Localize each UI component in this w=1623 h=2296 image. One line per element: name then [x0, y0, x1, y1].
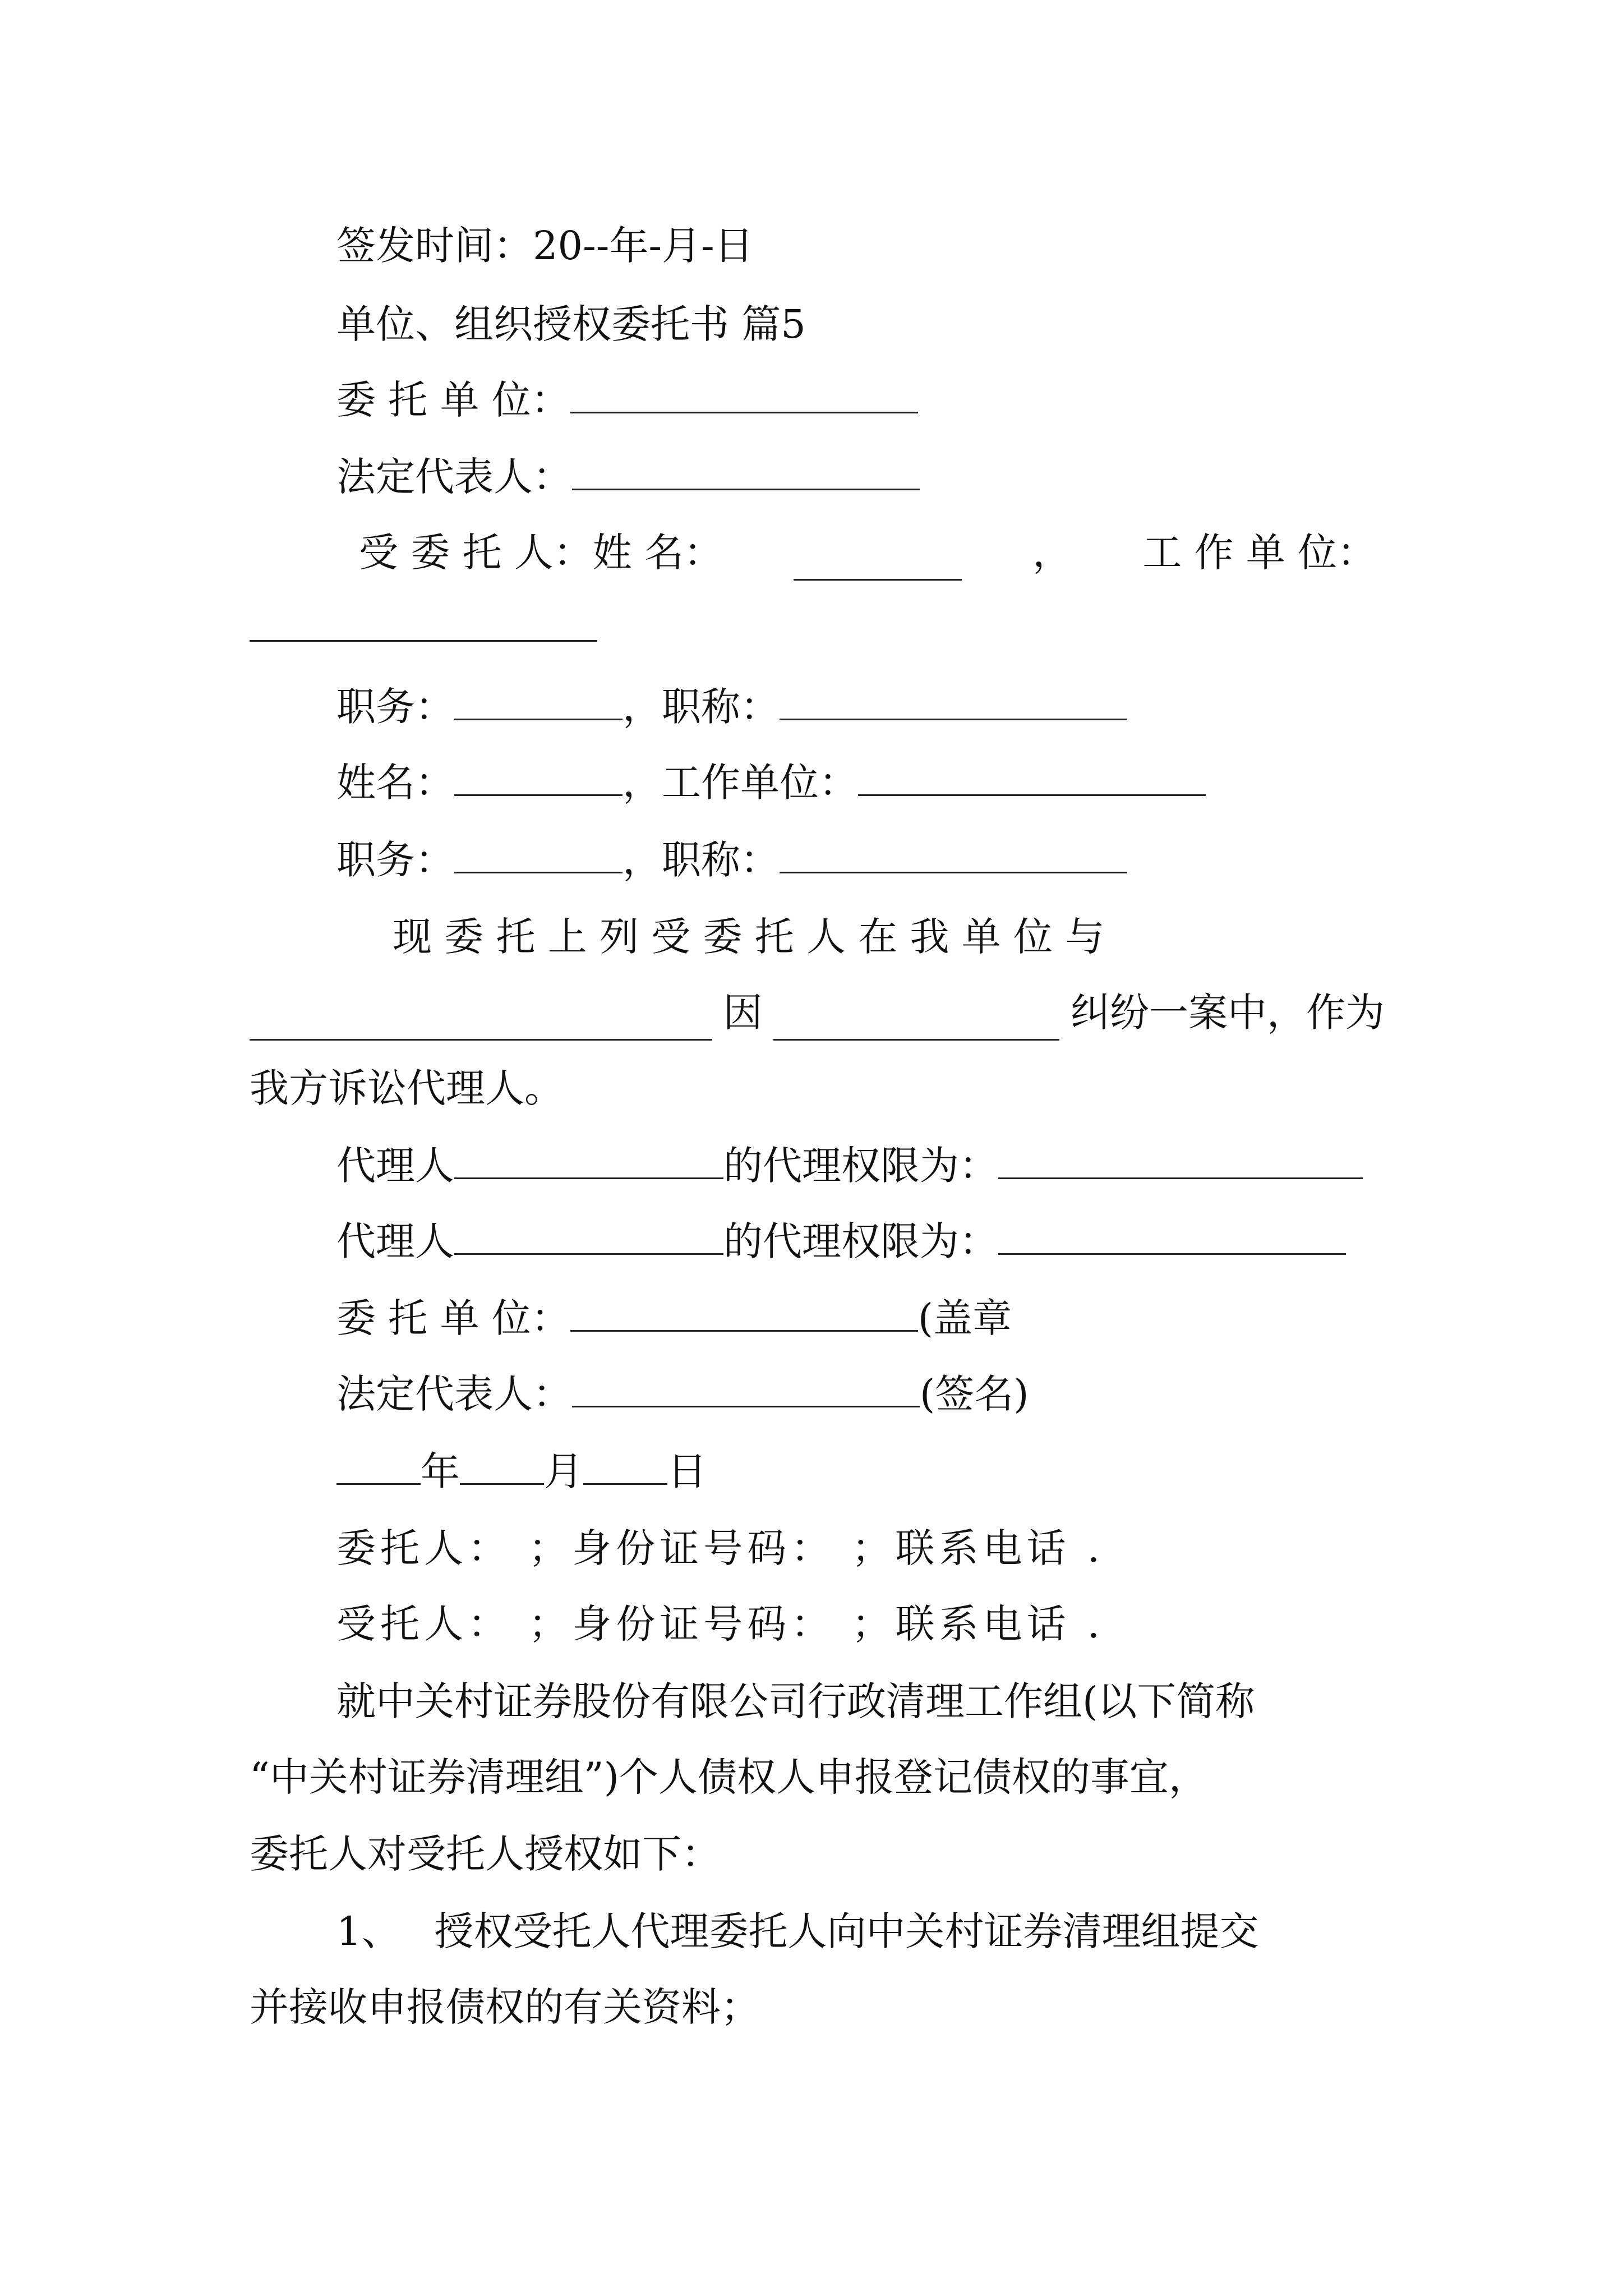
position-row-1 — [336, 679, 1127, 735]
day-text: 日 — [667, 1448, 707, 1494]
trustee-row — [359, 524, 1376, 581]
item-1-text: 授权受托人代理委托人向中关村证券清理组提交 — [434, 1908, 1259, 1954]
position-blank — [454, 832, 623, 873]
item-1-number: 1、 — [336, 1908, 401, 1954]
name-blank — [454, 755, 623, 796]
month-blank — [460, 1444, 544, 1485]
year-text: 年 — [421, 1448, 460, 1494]
trustee-work-unit-label: 工 作 单 位： — [1142, 530, 1376, 576]
opponent-blank — [250, 1000, 712, 1041]
agent-name-blank — [454, 1138, 723, 1179]
legal-rep-row — [336, 449, 920, 505]
work-unit-label: 工作单位： — [662, 760, 858, 806]
comma: ， — [623, 684, 662, 730]
agent-name-blank — [454, 1214, 723, 1255]
position-label: 职务： — [336, 837, 454, 883]
name-row — [336, 754, 1206, 811]
date-row — [336, 1443, 707, 1499]
position-blank — [454, 679, 623, 720]
legal-rep-blank — [572, 449, 920, 490]
comma: ， — [623, 760, 662, 806]
paragraph-a-line-1: 就中关村证券股份有限公司行政清理工作组(以下简称 — [336, 1678, 1255, 1724]
document-title: 单位、组织授权委托书 篇5 — [336, 301, 806, 347]
seal-text: (盖章 — [917, 1295, 1012, 1341]
trustee-name-blank — [794, 540, 962, 581]
title-blank — [780, 679, 1127, 720]
entrust-unit-label: 委 托 单 位： — [336, 1295, 570, 1341]
entrust-unit-row — [336, 372, 918, 428]
position-label: 职务： — [336, 684, 454, 730]
legal-rep-label: 法定代表人： — [336, 454, 572, 500]
year-blank — [336, 1444, 421, 1485]
authority-blank — [998, 1214, 1346, 1255]
agent-line: 受托人： ；身份证号码： ；联系电话 . — [336, 1601, 1105, 1647]
day-blank — [583, 1444, 667, 1485]
agent-authority-row-2 — [336, 1213, 1346, 1269]
item-1-line-1 — [336, 1903, 1259, 1959]
name-label: 姓名： — [336, 760, 454, 806]
authority-label: 的代理权限为： — [723, 1218, 998, 1264]
item-1-line-2: 并接收申报债权的有关资料； — [250, 1984, 760, 2030]
legal-rep-label: 法定代表人： — [336, 1371, 572, 1417]
agent-label: 代理人 — [336, 1143, 454, 1189]
title-label: 职称： — [662, 684, 780, 730]
title-label: 职称： — [662, 837, 780, 883]
comma: ， — [623, 837, 662, 883]
entrust-paragraph-line-1: 现 委 托 上 列 受 委 托 人 在 我 单 位 与 — [393, 914, 1105, 960]
seal-row — [336, 1290, 1012, 1346]
sign-date: 签发时间：20--年-月-日 — [336, 223, 754, 269]
month-text: 月 — [544, 1448, 583, 1494]
entrust-paragraph-line-2 — [250, 984, 1385, 1041]
paragraph-a-line-2: “中关村证券清理组”)个人债权人申报登记债权的事宜， — [250, 1754, 1208, 1800]
entrust-unit-blank — [570, 1291, 918, 1332]
trustee-work-unit-row — [250, 600, 597, 656]
authority-label: 的代理权限为： — [723, 1143, 998, 1189]
legal-rep-blank — [572, 1366, 920, 1407]
trustee-work-unit-blank — [250, 601, 597, 642]
trustee-name-label: 受 委 托 人：姓 名： — [359, 530, 723, 576]
signature-text: (签名) — [920, 1371, 1029, 1417]
position-row-2 — [336, 832, 1127, 888]
comma: ， — [1032, 530, 1072, 576]
dispute-case-text: 纠纷一案中，作为 — [1070, 990, 1385, 1036]
principal-line: 委托人： ；身份证号码： ；联系电话 . — [336, 1525, 1105, 1571]
agent-authority-row-1 — [336, 1138, 1363, 1194]
title-blank — [780, 832, 1127, 873]
cause-blank — [773, 1000, 1059, 1041]
paragraph-a-line-3: 委托人对受托人授权如下： — [250, 1831, 721, 1877]
authority-blank — [998, 1138, 1363, 1179]
entrust-unit-label: 委 托 单 位： — [336, 377, 570, 423]
entrust-unit-blank — [570, 372, 918, 413]
signature-row — [336, 1366, 1029, 1422]
work-unit-blank — [858, 755, 1206, 796]
agent-label: 代理人 — [336, 1218, 454, 1264]
entrust-paragraph-line-3: 我方诉讼代理人。 — [250, 1065, 564, 1111]
because-text: 因 — [723, 990, 763, 1036]
